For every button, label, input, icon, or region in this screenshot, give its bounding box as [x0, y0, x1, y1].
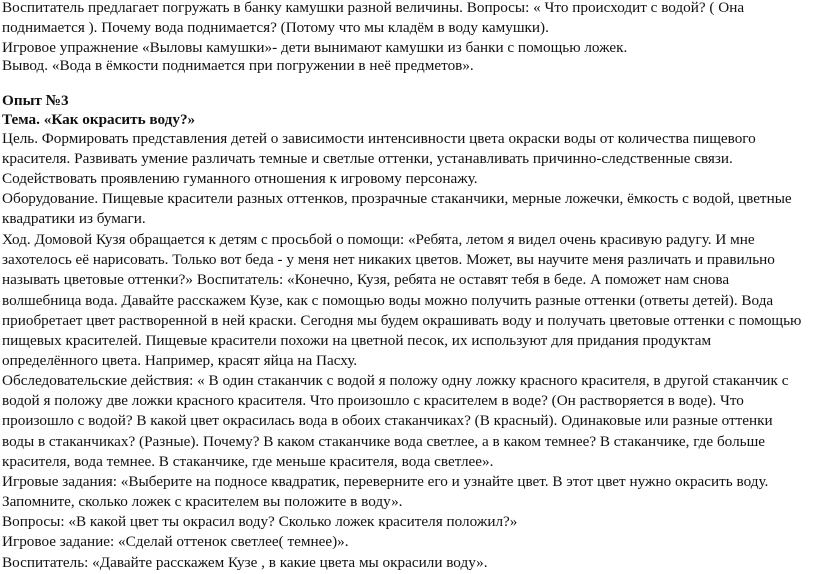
text-line: Обследовательские действия: « В один стаканчик с водой я положу одну ложку красного красителя, в другой стаканчик с — [2, 372, 789, 389]
text-line: определённого цвета. Например, красят яйца на Пасху. — [2, 352, 358, 369]
text-line: Игровые задания: «Выберите на подносе квадратик, переверните его и узнайте цвет. В этот цвет нужно окрасить воду. — [2, 473, 769, 490]
text-line: произошло с водой? В какой цвет окрасилась вода в обоих стаканчиках? (В красный). Одинаковые или разные оттенки — [2, 412, 773, 429]
text-line: приобретает цвет растворенной в ней краски. Сегодня мы будем окрашивать воду и получать цветовые оттенки с помощью — [2, 312, 802, 329]
text-line: красителя. Развивать умение различать темные и светлые оттенки, устанавливать причинно-следственные связи. — [2, 150, 733, 167]
text-line: Цель. Формировать представления детей о зависимости интенсивности цвета окраски воды от количества пищевого — [2, 130, 756, 147]
text-line: пищевых красителей. Пищевые красители похожи на цветной песок, их используют для придания продуктам — [2, 332, 712, 349]
text-line: водой я положу две ложки красного красителя. Что произошло с красителем в воде? (Он растворяется в воде). Что — [2, 392, 744, 409]
text-line: Содействовать проявлению гуманного отношения к игровому персонажу. — [2, 170, 478, 187]
text-line: волшебница вода. Давайте расскажем Кузе, как с помощью воды можно получить разные оттенки (ответы детей). Вода — [2, 292, 774, 309]
text-line: называть цветовые оттенки?» Воспитатель: «Конечно, Кузя, ребята не оставят тебя в беде. А поможет нам снова — [2, 271, 730, 288]
text-line: Игровое задание: «Сделай оттенок светлее( темнее)». — [2, 533, 349, 550]
section-heading: Опыт №3 — [2, 92, 69, 109]
text-line: Игровое упражнение «Выловы камушки»- дети вынимают камушки из банки с помощью ложек. — [2, 39, 628, 56]
text-line: Воспитатель: «Давайте расскажем Кузе , в какие цвета мы окрасили воду». — [2, 554, 488, 571]
text-line: Ход. Домовой Кузя обращается к детям с просьбой о помощи: «Ребята, летом я видел очень красивую радугу. И мне — [2, 231, 755, 248]
text-line: Запомните, сколько ложек с красителем вы положите в воду». — [2, 493, 403, 510]
text-line: поднимается ). Почему вода поднимается? (Потому что мы кладём в воду камушки). — [2, 19, 549, 36]
text-line: Вывод. «Вода в ёмкости поднимается при погружении в неё предметов». — [2, 57, 474, 74]
text-line: воды в стаканчиках? (Разные). Почему? В каком стаканчике вода светлее, а в каком темнее? В стаканчике, где больше — [2, 433, 766, 450]
text-line: красителя, вода темнее. В стаканчике, где меньше красителя, вода светлее». — [2, 453, 494, 470]
text-line: захотелось её нарисовать. Только вот беда - у меня нет никаких цветов. Может, вы научите меня различать и правильно — [2, 251, 775, 268]
section-topic: Тема. «Как окрасить воду?» — [2, 111, 196, 128]
text-line: Оборудование. Пищевые красители разных оттенков, прозрачные стаканчики, мерные ложечки, ёмкость с водой, цветные — [2, 190, 792, 207]
text-line: Вопросы: «В какой цвет ты окрасил воду? Сколько ложек красителя положил?» — [2, 513, 518, 530]
text-line: квадратики из бумаги. — [2, 210, 146, 227]
text-line: Воспитатель предлагает погружать в банку камушки разной величины. Вопросы: « Что происходит с водой? ( Она — [2, 0, 745, 16]
